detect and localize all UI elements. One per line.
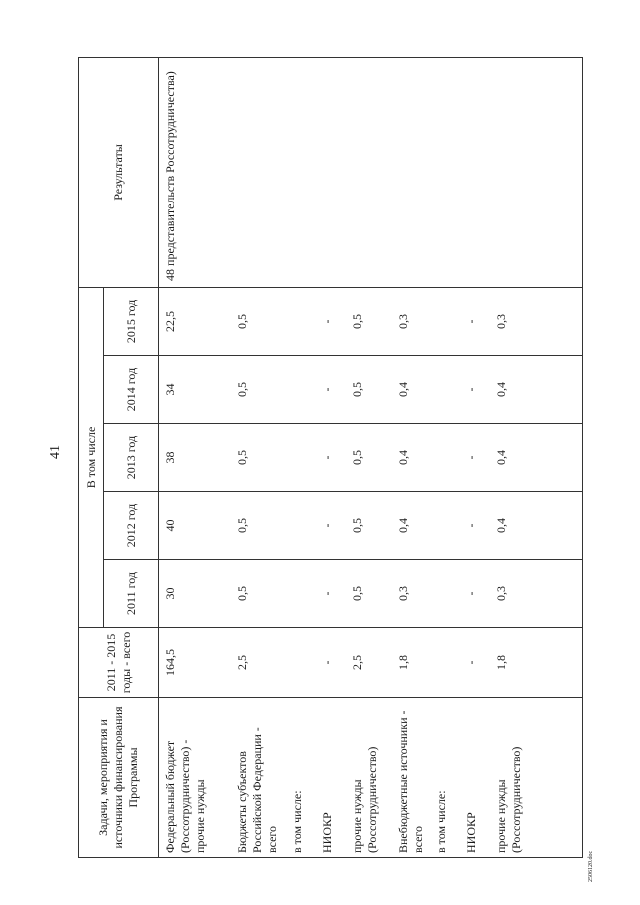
cell-2015: 0,5 [231, 287, 286, 355]
cell-2014: 0,4 [490, 356, 583, 424]
cell-2011: 0,5 [346, 560, 392, 628]
page-number: 41 [48, 445, 63, 459]
cell-2012 [430, 492, 460, 560]
header-year-2014: 2014 год [104, 356, 159, 424]
cell-result: 48 представительств Россотрудничества) [159, 57, 231, 287]
cell-2011: - [316, 560, 346, 628]
cell-total [286, 628, 316, 698]
cell-2011: - [460, 560, 490, 628]
header-year-2013: 2013 год [104, 424, 159, 492]
cell-result [346, 57, 392, 287]
cell-total: 1,8 [490, 628, 583, 698]
cell-2015 [286, 287, 316, 355]
cell-2011: 0,3 [392, 560, 430, 628]
cell-result [316, 57, 346, 287]
cell-total: 2,5 [231, 628, 286, 698]
cell-2012: 0,5 [346, 492, 392, 560]
row-label: прочие нужды (Россотрудничество) [346, 698, 392, 858]
cell-2011 [286, 560, 316, 628]
table-row [392, 57, 430, 857]
table-row [460, 57, 490, 857]
cell-2013: 0,4 [490, 424, 583, 492]
cell-2013: - [460, 424, 490, 492]
row-label: Бюджеты субъектов Российской Федерации - всего [231, 698, 286, 858]
row-label: НИОКР [316, 698, 346, 858]
cell-2013 [286, 424, 316, 492]
cell-2011: 0,5 [231, 560, 286, 628]
financing-table [78, 57, 583, 858]
table-row [159, 57, 231, 857]
table-row [346, 57, 392, 857]
footer-document-code: 2506120.doc [588, 850, 594, 882]
cell-2015 [430, 287, 460, 355]
cell-result [286, 57, 316, 287]
table-row [316, 57, 346, 857]
row-label: Внебюджетные источники - всего [392, 698, 430, 858]
header-tasks: Задачи, мероприятия и источники финансирования Программы [79, 698, 159, 858]
row-label: Федеральный бюджет (Россотрудничество) - прочие нужды [159, 698, 231, 858]
cell-result [392, 57, 430, 287]
table-row [286, 57, 316, 857]
header-year-2011: 2011 год [104, 560, 159, 628]
cell-2015: - [460, 287, 490, 355]
cell-2015: 0,3 [392, 287, 430, 355]
cell-2014: 0,5 [346, 356, 392, 424]
table-row [430, 57, 460, 857]
cell-total: - [460, 628, 490, 698]
cell-total: 1,8 [392, 628, 430, 698]
cell-2014: - [460, 356, 490, 424]
cell-2011: 30 [159, 560, 231, 628]
cell-result [430, 57, 460, 287]
cell-2012: 40 [159, 492, 231, 560]
cell-2014: - [316, 356, 346, 424]
row-label: НИОКР [460, 698, 490, 858]
cell-2014 [430, 356, 460, 424]
header-year-2012: 2012 год [104, 492, 159, 560]
header-results: Результаты [79, 57, 159, 287]
table-header [79, 57, 159, 857]
cell-result [490, 57, 583, 287]
cell-2012: 0,5 [231, 492, 286, 560]
cell-2014 [286, 356, 316, 424]
cell-2013: 38 [159, 424, 231, 492]
cell-2015: 22,5 [159, 287, 231, 355]
table-body [159, 57, 583, 857]
row-label: прочие нужды (Россотрудничество) [490, 698, 583, 858]
row-label: в том числе: [430, 698, 460, 858]
cell-2013: 0,4 [392, 424, 430, 492]
cell-2012: 0,4 [392, 492, 430, 560]
header-total: 2011 - 2015 годы - всего [79, 628, 159, 698]
cell-2015: 0,5 [346, 287, 392, 355]
cell-total: 164,5 [159, 628, 231, 698]
row-label: в том числе: [286, 698, 316, 858]
cell-2014: 0,4 [392, 356, 430, 424]
cell-2013: - [316, 424, 346, 492]
cell-2012: - [316, 492, 346, 560]
rotated-table-container [78, 58, 583, 858]
cell-result [231, 57, 286, 287]
cell-2015: - [316, 287, 346, 355]
header-including: В том числе [79, 287, 104, 627]
table-row [231, 57, 286, 857]
cell-2013 [430, 424, 460, 492]
cell-total [430, 628, 460, 698]
cell-total: - [316, 628, 346, 698]
cell-2012 [286, 492, 316, 560]
table-row [490, 57, 583, 857]
cell-total: 2,5 [346, 628, 392, 698]
cell-result [460, 57, 490, 287]
cell-2015: 0,3 [490, 287, 583, 355]
cell-2013: 0,5 [346, 424, 392, 492]
cell-2012: 0,4 [490, 492, 583, 560]
cell-2014: 34 [159, 356, 231, 424]
header-year-2015: 2015 год [104, 287, 159, 355]
cell-2011 [430, 560, 460, 628]
cell-2013: 0,5 [231, 424, 286, 492]
cell-2011: 0,3 [490, 560, 583, 628]
cell-2012: - [460, 492, 490, 560]
cell-2014: 0,5 [231, 356, 286, 424]
